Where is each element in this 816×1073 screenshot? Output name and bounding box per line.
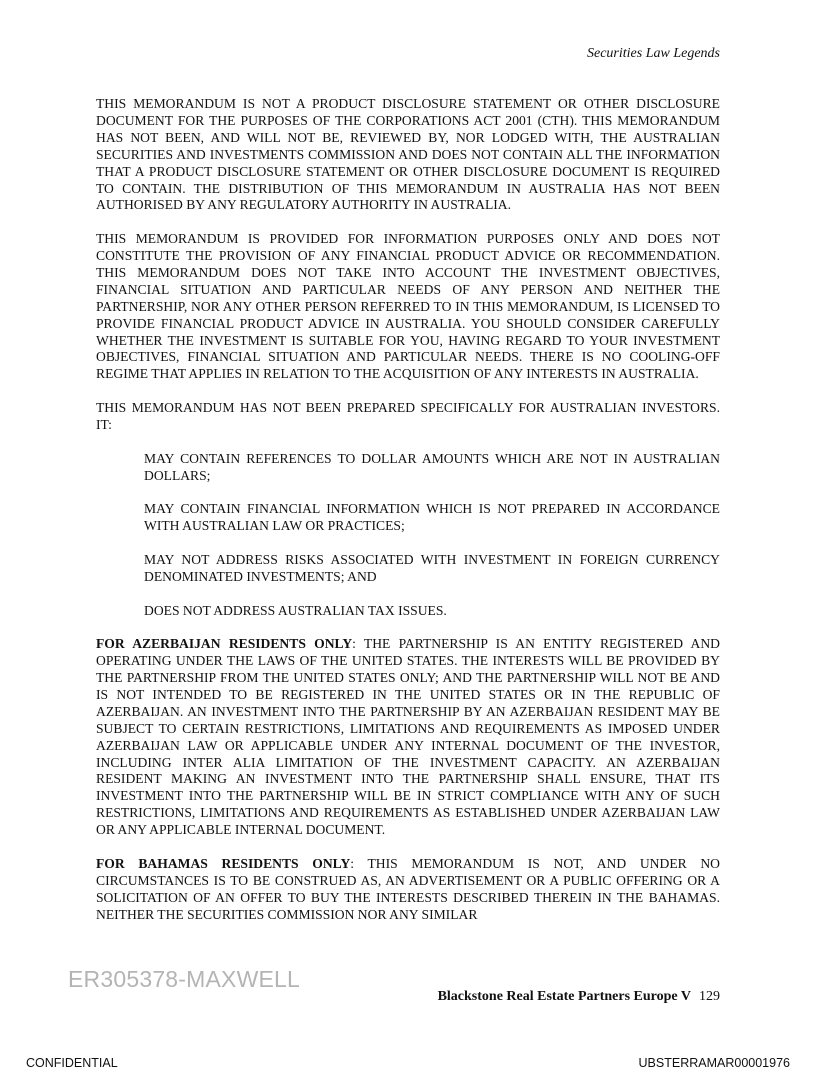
page-footer [438, 989, 720, 1005]
australia-list-item: MAY CONTAIN REFERENCES TO DOLLAR AMOUNTS WHICH ARE NOT IN AUSTRALIAN DOLLARS; [144, 450, 720, 483]
azerbaijan-text: : THE PARTNERSHIP IS AN ENTITY REGISTERED AND OPERATING UNDER THE LAWS OF THE UNITED STATES. THE INTERESTS WILL BE PROVIDED BY THE PARTNERSHIP FROM THE UNITED STATES ONLY; AND THE PARTNERSHIP WILL NOT BE AND IS NOT INTENDED TO BE REGISTERED IN THE UNITED STATES OR IN THE REPUBLIC OF AZERBAIJAN. AN INVESTMENT INTO THE PARTNERSHIP BY AN AZERBAIJAN RESIDENT MAY BE SUBJECT TO CERTAIN RESTRICTIONS, LIMITATIONS AND REQUIREMENTS AS IMPOSED UNDER AZERBAIJAN LAW OR APPLICABLE UNDER ANY INTERNAL DOCUMENT OF THE INVESTOR, INCLUDING INTER ALIA LIMITATION OF THE INVESTMENT CAPACITY. AN AZERBAIJAN RESIDENT MAKING AN INVESTMENT INTO THE PARTNERSHIP SHALL ENSURE, THAT ITS INVESTMENT INTO THE PARTNERSHIP WILL BE IN STRICT COMPLIANCE WITH ANY OF SUCH RESTRICTIONS, LIMITATIONS AND REQUIREMENTS AS ESTABLISHED UNDER AZERBAIJAN LAW OR ANY APPLICABLE INTERNAL DOCUMENT. [96, 636, 720, 838]
running-header: Securities Law Legends [587, 46, 720, 61]
fund-name: Blackstone Real Estate Partners Europe V [437, 989, 691, 1004]
azerbaijan-paragraph [96, 636, 720, 839]
bahamas-heading: FOR BAHAMAS RESIDENTS ONLY [96, 855, 351, 871]
bahamas-paragraph [96, 856, 720, 924]
australia-list-item: MAY NOT ADDRESS RISKS ASSOCIATED WITH INVESTMENT IN FOREIGN CURRENCY DENOMINATED INVESTMENTS; AND [144, 551, 720, 584]
confidential-label: CONFIDENTIAL [26, 1056, 118, 1070]
azerbaijan-heading: FOR AZERBAIJAN RESIDENTS ONLY [96, 636, 353, 652]
bates-number: UBSTERRAMAR00001976 [638, 1056, 790, 1070]
australia-list-item: DOES NOT ADDRESS AUSTRALIAN TAX ISSUES. [144, 602, 447, 618]
production-stamp: ER305378-MAXWELL [68, 966, 301, 992]
australia-paragraph-1: THIS MEMORANDUM IS NOT A PRODUCT DISCLOSURE STATEMENT OR OTHER DISCLOSURE DOCUMENT FOR THE PURPOSES OF THE CORPORATIONS ACT 2001 (CTH). THIS MEMORANDUM HAS NOT BEEN, AND WILL NOT BE, REVIEWED BY, NOR LODGED WITH, THE AUSTRALIAN SECURITIES AND INVESTMENTS COMMISSION AND DOES NOT CONTAIN ALL THE INFORMATION THAT A PRODUCT DISCLOSURE STATEMENT OR OTHER DISCLOSURE DOCUMENT IS REQUIRED TO CONTAIN. THE DISTRIBUTION OF THIS MEMORANDUM IN AUSTRALIA HAS NOT BEEN AUTHORISED BY ANY REGULATORY AUTHORITY IN AUSTRALIA. [96, 96, 720, 213]
page-number: 129 [699, 989, 720, 1004]
australia-paragraph-3: THIS MEMORANDUM HAS NOT BEEN PREPARED SPECIFICALLY FOR AUSTRALIAN INVESTORS. IT: [96, 400, 720, 432]
document-body [96, 96, 720, 924]
australia-list-item: MAY CONTAIN FINANCIAL INFORMATION WHICH IS NOT PREPARED IN ACCORDANCE WITH AUSTRALIAN LAW OR PRACTICES; [144, 501, 720, 534]
australia-paragraph-2: THIS MEMORANDUM IS PROVIDED FOR INFORMATION PURPOSES ONLY AND DOES NOT CONSTITUTE THE PROVISION OF ANY FINANCIAL PRODUCT ADVICE OR RECOMMENDATION. THIS MEMORANDUM DOES NOT TAKE INTO ACCOUNT THE INVESTMENT OBJECTIVES, FINANCIAL SITUATION AND PARTICULAR NEEDS OF ANY PERSON AND NEITHER THE PARTNERSHIP, NOR ANY OTHER PERSON REFERRED TO IN THIS MEMORANDUM, IS LICENSED TO PROVIDE FINANCIAL PRODUCT ADVICE IN AUSTRALIA. YOU SHOULD CONSIDER CAREFULLY WHETHER THE INVESTMENT IS SUITABLE FOR YOU, HAVING REGARD TO YOUR INVESTMENT OBJECTIVES, FINANCIAL SITUATION AND PARTICULAR NEEDS. THERE IS NO COOLING-OFF REGIME THAT APPLIES IN RELATION TO THE ACQUISITION OF ANY INTERESTS IN AUSTRALIA. [96, 231, 720, 382]
bahamas-text: : THIS MEMORANDUM IS NOT, AND UNDER NO CIRCUMSTANCES IS TO BE CONSTRUED AS, AN ADVERTISEMENT OR A PUBLIC OFFERING OR A SOLICITATION OF AN OFFER TO BUY THE INTERESTS DESCRIBED THEREIN IN THE BAHAMAS. NEITHER THE SECURITIES COMMISSION NOR ANY SIMILAR [96, 855, 720, 922]
